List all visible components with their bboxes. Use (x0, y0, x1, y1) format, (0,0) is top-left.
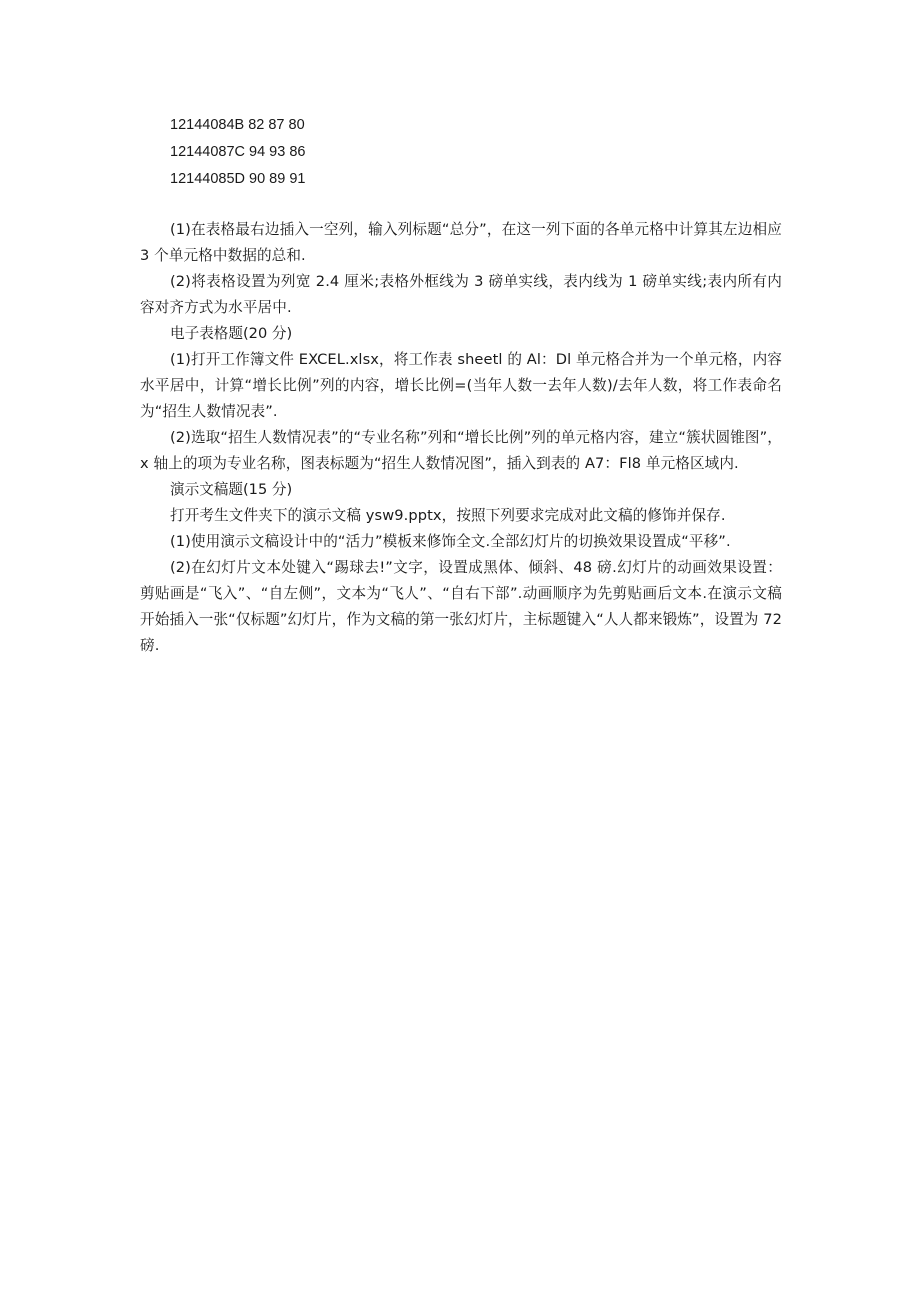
presentation-intro: 打开考生文件夹下的演示文稿 ysw9.pptx，按照下列要求完成对此文稿的修饰并保存. (170, 507, 726, 524)
word-task-2: (2)将表格设置为列宽 2.4 厘米;表格外框线为 3 磅单实线，表内线为 1 磅单实线;表内所有内容对齐方式为水平居中. (140, 273, 782, 316)
presentation-task-2: (2)在幻灯片文本处键入“踢球去!”文字，设置成黑体、倾斜、48 磅.幻灯片的动画效果设置：剪贴画是“飞入”、“自左侧”，文本为“飞人”、“自右下部”.动画顺序为先剪贴画后文本.在演示文稿开始插入一张“仅标题”幻灯片，作为文稿的第一张幻灯片，主标题键入“人人都来锻炼”，设置为 72 磅. (140, 559, 782, 654)
score-data-rows (140, 112, 782, 193)
document-body (140, 112, 782, 659)
presentation-task-1: (1)使用演示文稿设计中的“活力”模板来修饰全文.全部幻灯片的切换效果设置成“平移”. (170, 533, 731, 550)
data-row: 12144085D 90 89 91 (170, 171, 306, 187)
presentation-heading: 演示文稿题(15 分) (170, 481, 293, 498)
spreadsheet-task-1: (1)打开工作簿文件 EXCEL.xlsx，将工作表 sheetl 的 Al：Dl 单元格合并为一个单元格，内容水平居中，计算“增长比例”列的内容，增长比例=(当年人数一去年人数)/去年人数，将工作表命名为“招生人数情况表”. (140, 351, 782, 420)
spreadsheet-task-2: (2)选取“招生人数情况表”的“专业名称”列和“增长比例”列的单元格内容，建立“簇状圆锥图”，x 轴上的项为专业名称，图表标题为“招生人数情况图”，插入到表的 A7：Fl8 单元格区域内. (140, 429, 782, 472)
word-task-1: (1)在表格最右边插入一空列，输入列标题“总分”，在这一列下面的各单元格中计算其左边相应 3 个单元格中数据的总和. (140, 221, 782, 264)
spreadsheet-heading: 电子表格题(20 分) (170, 325, 293, 342)
data-row: 12144087C 94 93 86 (170, 144, 306, 160)
data-row: 12144084B 82 87 80 (170, 117, 305, 133)
